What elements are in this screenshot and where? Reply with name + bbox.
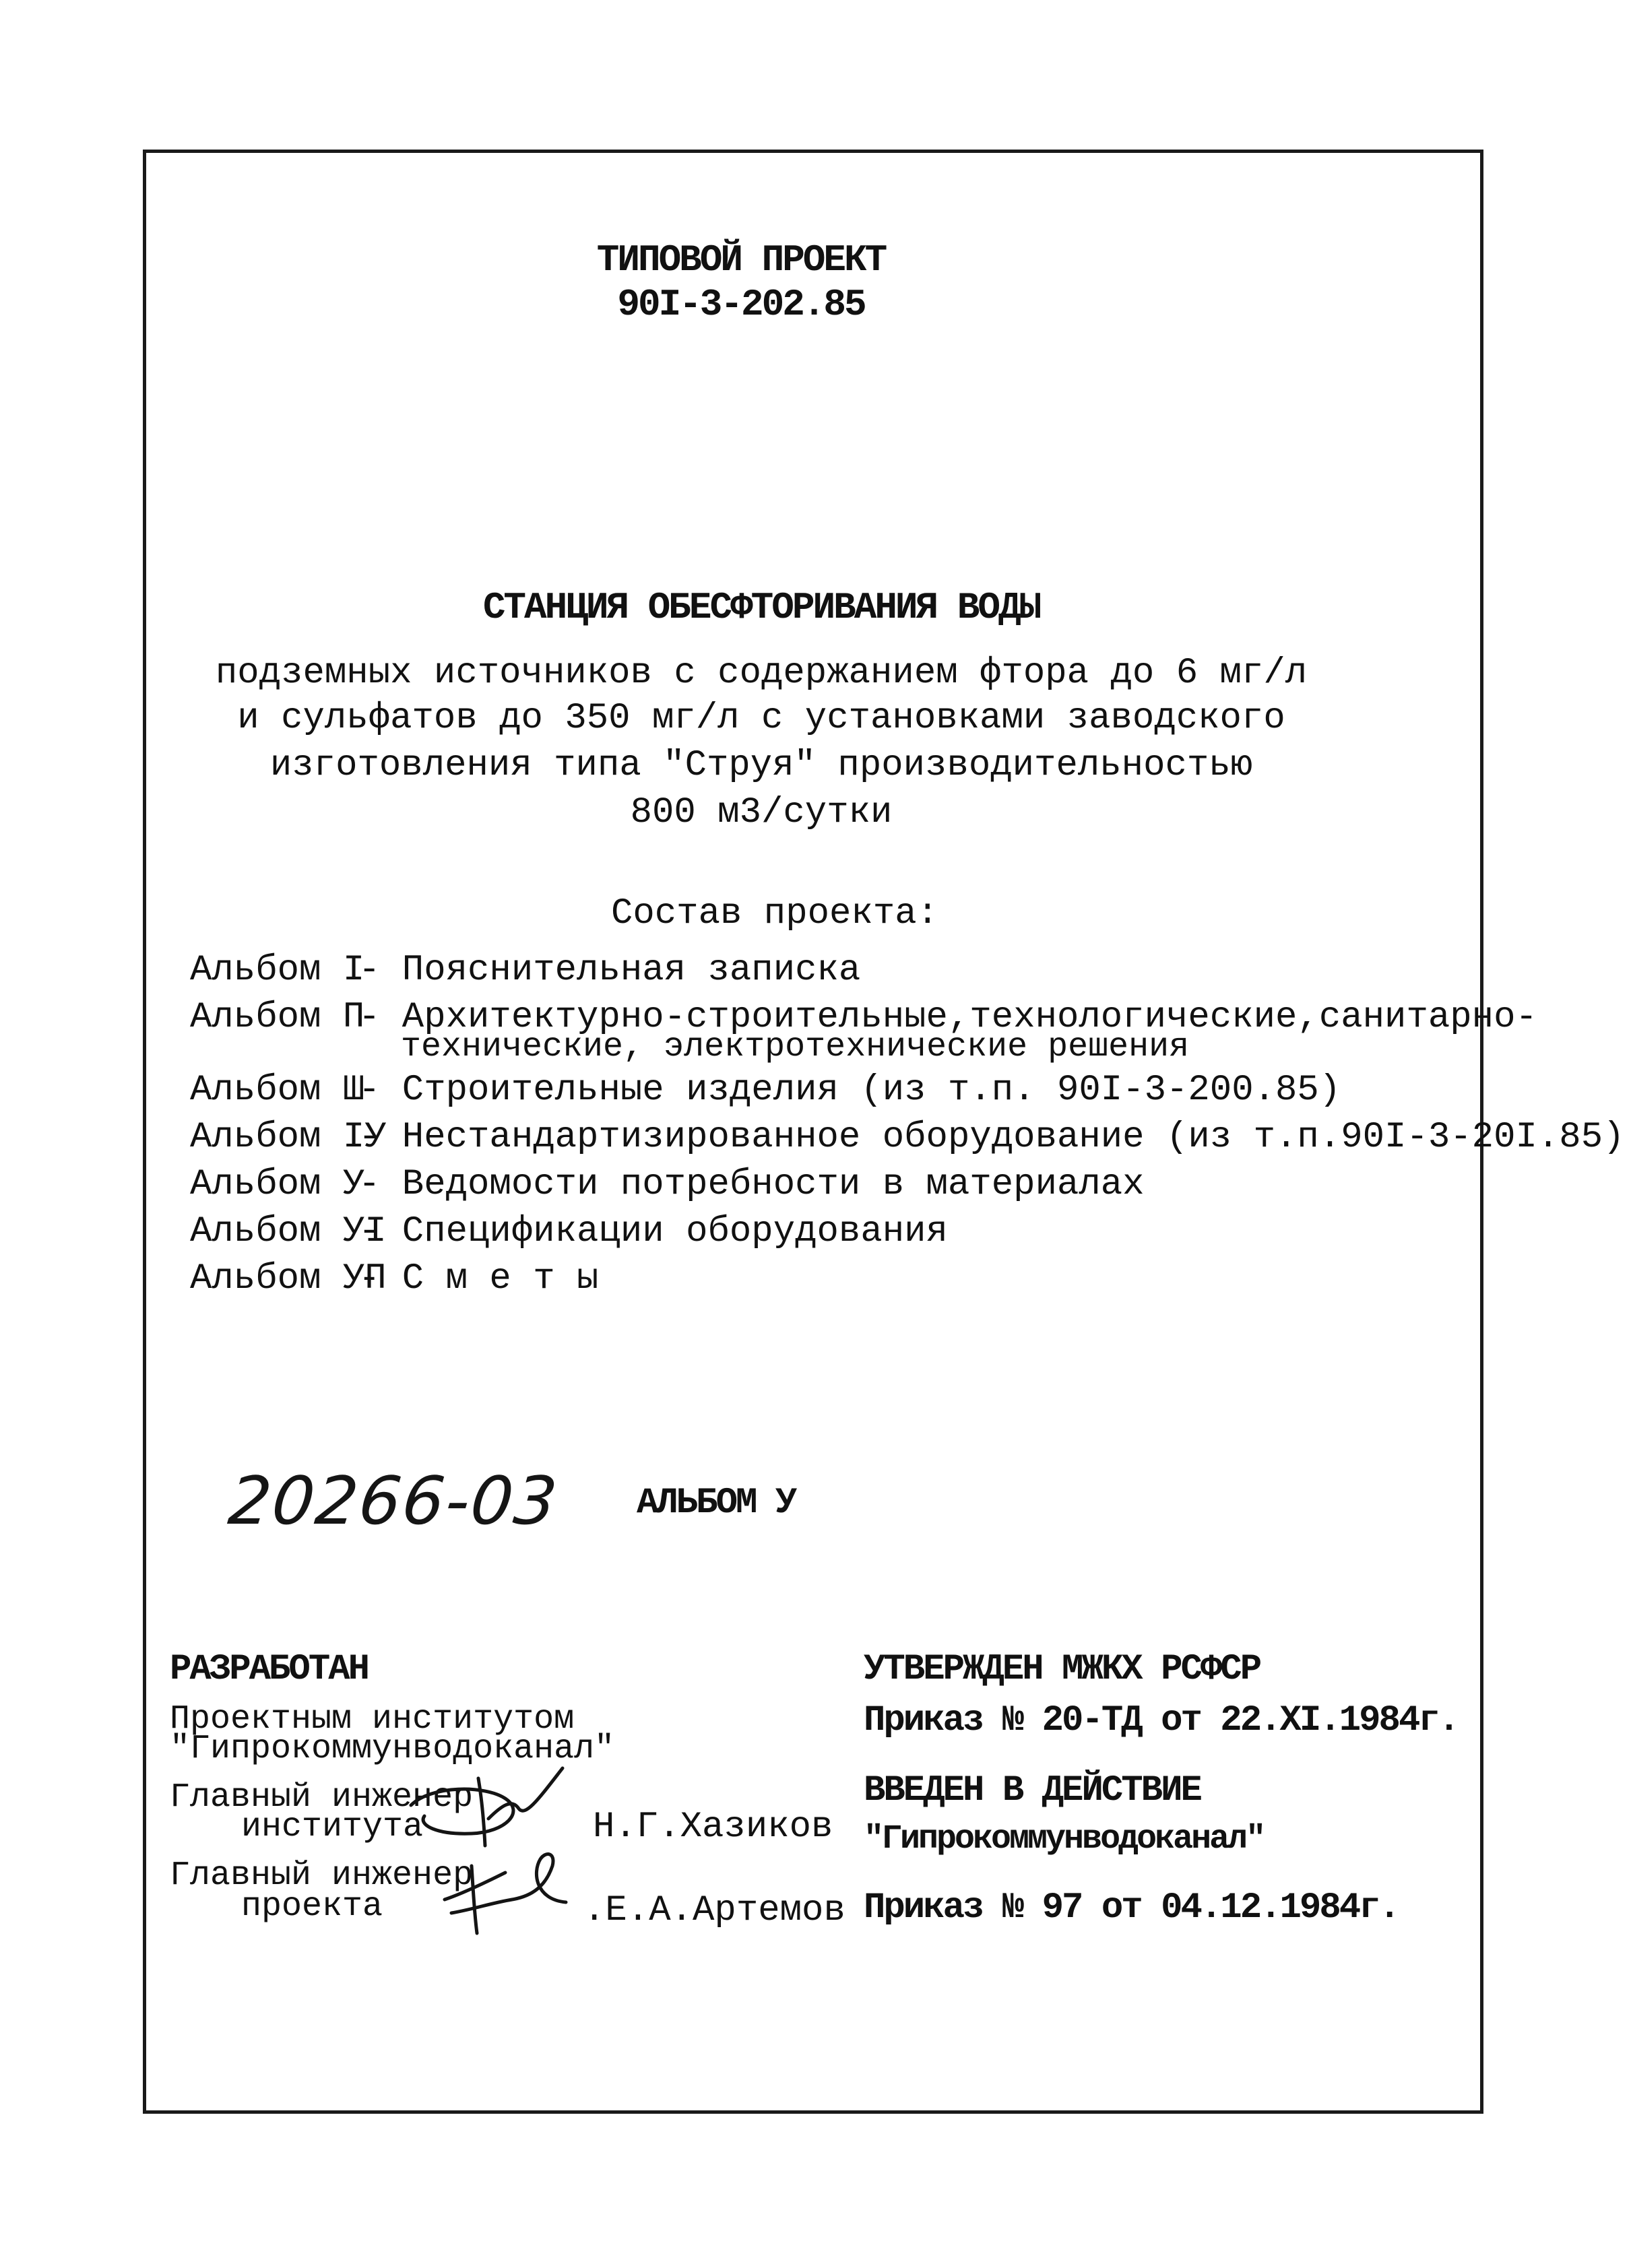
handwritten-album-number: 20266-03 xyxy=(225,1463,562,1540)
approval-order-1: Приказ № 20-ТД от 22.XI.1984г. xyxy=(864,1700,1459,1741)
chief-engineer-project-role: Главный инженер xyxy=(170,1856,474,1895)
album-3-text: - Строительные изделия (из т.п. 90I-3-200.85) xyxy=(358,1070,1341,1111)
chief-engineer-institute-name: Н.Г.Хазиков xyxy=(593,1807,833,1848)
chief-engineer-institute-role: Главный инженер xyxy=(170,1778,474,1817)
project-code: 90I-3-202.85 xyxy=(617,283,865,326)
album-3-label: Альбом Ш xyxy=(190,1070,365,1111)
station-title: СТАНЦИЯ ОБЕСФТОРИВАНИЯ ВОДЫ xyxy=(482,586,1040,629)
project-type-title: ТИПОВОЙ ПРОЕКТ xyxy=(596,238,886,282)
developer-org-line-2: "Гипрокоммунводоканал" xyxy=(170,1730,615,1768)
composition-heading: Состав проекта: xyxy=(610,893,939,934)
signature-artemov xyxy=(431,1846,593,1940)
chief-engineer-project-name: .Е.А.Артемов xyxy=(583,1890,845,1931)
album-1-label: Альбом I xyxy=(190,950,365,991)
developer-org-line-1: Проектным институтом xyxy=(170,1700,575,1739)
album-7-label: Альбом УП xyxy=(190,1258,387,1299)
album-2-text: - Архитектурно-строительные,технологические,санитарно- xyxy=(358,997,1537,1038)
album-4-text: - Нестандартизированное оборудование (из т.п.90I-3-20I.85) xyxy=(358,1117,1625,1158)
introduced-org: "Гипрокоммунводоканал" xyxy=(864,1820,1265,1858)
album-2-label: Альбом П xyxy=(190,997,365,1038)
approval-order-2: Приказ № 97 от 04.12.1984г. xyxy=(864,1887,1399,1929)
album-6-label: Альбом УI xyxy=(190,1211,387,1252)
album-label: АЛЬБОМ У xyxy=(637,1483,796,1524)
approved-heading: УТВЕРЖДЕН МЖКХ РСФСР xyxy=(864,1649,1260,1690)
developed-heading: РАЗРАБОТАН xyxy=(170,1649,369,1690)
chief-engineer-institute-role-2: института xyxy=(241,1808,424,1846)
description-line-4: 800 м3/сутки xyxy=(630,792,893,833)
album-5-label: Альбом У xyxy=(190,1164,365,1205)
description-line-2: и сульфатов до 350 мг/л с установками заводского xyxy=(237,698,1285,739)
album-7-text: - С м е т ы xyxy=(358,1258,599,1299)
signature-khazikov xyxy=(404,1758,579,1859)
chief-engineer-project-role-2: проекта xyxy=(241,1887,383,1926)
album-1-text: - Пояснительная записка xyxy=(358,950,861,991)
description-line-1: подземных источников с содержанием фтора до 6 мг/л xyxy=(215,653,1308,694)
introduced-heading: ВВЕДЕН В ДЕЙСТВИЕ xyxy=(864,1770,1201,1811)
album-2-text-cont: технические, электротехнические решения xyxy=(401,1028,1190,1066)
album-4-label: Альбом IУ xyxy=(190,1117,387,1158)
description-line-3: изготовления типа "Струя" производительностью xyxy=(269,745,1253,786)
album-5-text: - Ведомости потребности в материалах xyxy=(358,1164,1145,1205)
album-6-text: - Спецификации оборудования xyxy=(358,1211,948,1252)
